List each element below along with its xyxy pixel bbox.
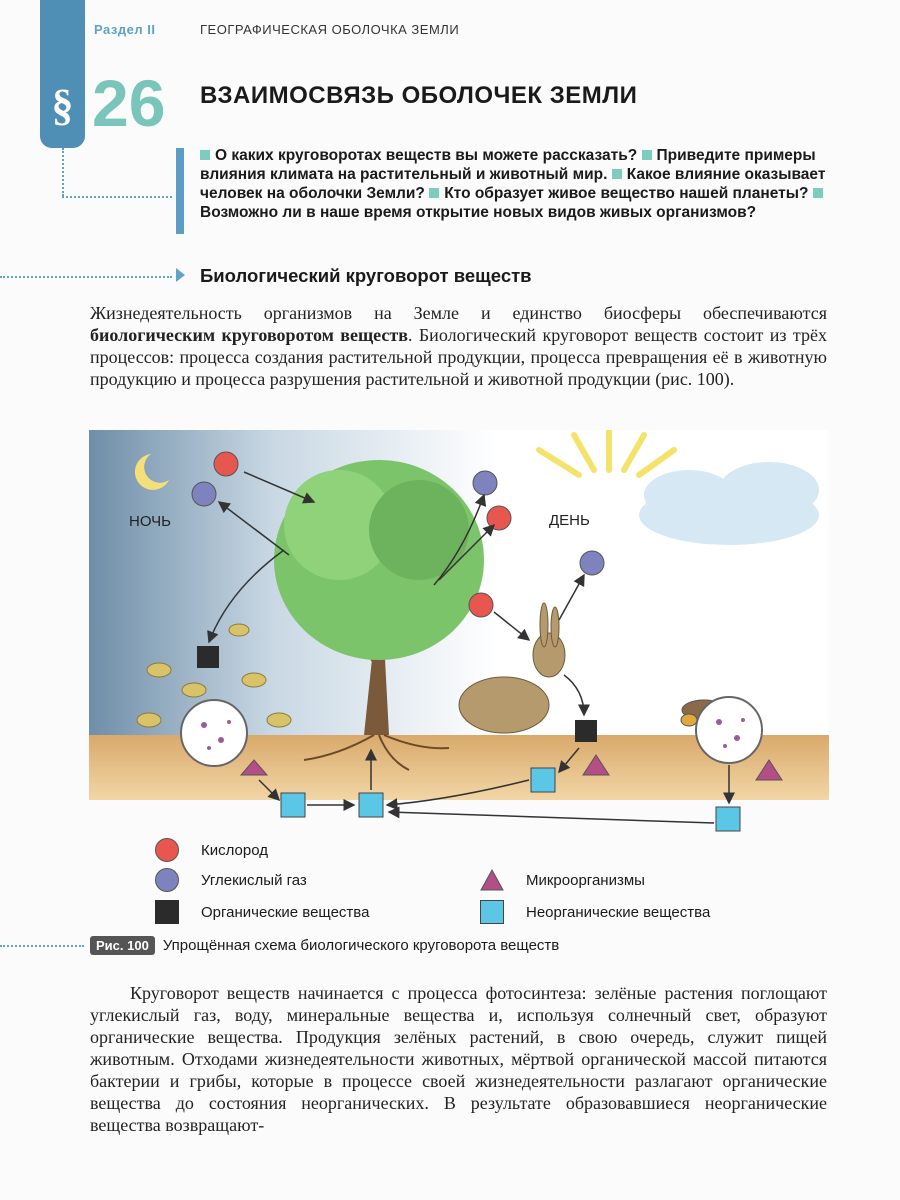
subheading-arrow-icon	[176, 268, 185, 282]
subheading: Биологический круговорот веществ	[200, 265, 532, 286]
dotted-divider	[62, 148, 64, 196]
inorganic-marker	[531, 768, 555, 792]
legend-oxygen: Кислород	[155, 838, 268, 862]
page-title: ВЗАИМОСВЯЗЬ ОБОЛОЧЕК ЗЕМЛИ	[200, 82, 638, 109]
question-item: Кто образует живое вещество нашей планеты?	[429, 185, 808, 202]
co2-swatch	[155, 868, 179, 892]
legend-inorganic: Неорганические вещества	[480, 900, 710, 924]
day-label: ДЕНЬ	[549, 512, 590, 529]
bold-term: биологическим круговоротом веществ	[90, 325, 408, 345]
legend-organic: Органические вещества	[155, 900, 369, 924]
co2-marker	[192, 482, 216, 506]
legend-micro: Микроорганизмы	[480, 868, 645, 892]
oxygen-marker	[469, 593, 493, 617]
organic-marker	[197, 646, 219, 668]
caption-text: Упрощённая схема биологического круговорота веществ	[162, 937, 560, 954]
questions-block	[200, 146, 840, 222]
caption-badge: Рис. 100	[90, 936, 155, 955]
paragraph-sign: §	[51, 81, 74, 130]
night-label: НОЧЬ	[129, 513, 172, 530]
inorganic-marker	[359, 793, 383, 817]
co2-marker	[473, 471, 497, 495]
legend-co2: Углекислый газ	[155, 868, 307, 892]
section-title: ГЕОГРАФИЧЕСКАЯ ОБОЛОЧКА ЗЕМЛИ	[200, 22, 460, 37]
inorganic-marker	[281, 793, 305, 817]
organic-marker	[575, 720, 597, 742]
oxygen-marker	[214, 452, 238, 476]
micro-swatch	[480, 868, 504, 892]
question-item: О каких круговоротах веществ вы можете рассказать?	[200, 147, 637, 164]
paragraph-number: 26	[92, 66, 166, 140]
inorganic-swatch	[480, 900, 504, 924]
cycle-figure	[89, 430, 829, 840]
body-paragraph: Круговорот веществ начинается с процесса фотосинтеза: зелёные растения поглощают углекислый газ, воду, минеральные вещества и, используя солнечный свет, образуют органические вещества. Продукция зелёных растений, в свою очередь, служит пищей животным. Отходами жизнедеятельности животных, мёртвой органической массой питаются бактерии и грибы, которые в процессе своей жизнедеятельности разлагают органические вещества до состояния неорганических. В результате образовавшиеся неорганические вещества возвращают-	[90, 983, 827, 1135]
inorganic-marker	[716, 807, 740, 831]
oxygen-marker	[487, 506, 511, 530]
oxygen-swatch	[155, 838, 179, 862]
dotted-divider	[62, 196, 172, 198]
intro-paragraph: Жизнедеятельность организмов на Земле и единство биосферы обеспечиваются биологическим круговоротом веществ. Биологический круговорот веществ состоит из трёх процессов: процесса создания растительной продукции, процесса превращения её в животную продукцию и процесса разрушения растительной и животной продукции (рис. 100).	[90, 303, 827, 389]
microorganism-circle	[181, 700, 247, 766]
questions-bar	[176, 148, 184, 234]
question-item: Какое влияние оказывает человек на оболочки Земли?	[200, 166, 826, 202]
dotted-divider	[0, 945, 84, 947]
co2-marker	[580, 551, 604, 575]
question-item: Возможно ли в наше время открытие новых видов живых организмов?	[200, 185, 828, 221]
section-label: Раздел II	[94, 22, 156, 37]
dotted-divider	[0, 276, 172, 278]
cloud-icon	[639, 462, 819, 545]
figure-caption	[90, 936, 559, 955]
organic-swatch	[155, 900, 179, 924]
microorganism-circle	[696, 697, 762, 763]
question-item: Приведите примеры влияния климата на растительный и животный мир.	[200, 147, 816, 183]
